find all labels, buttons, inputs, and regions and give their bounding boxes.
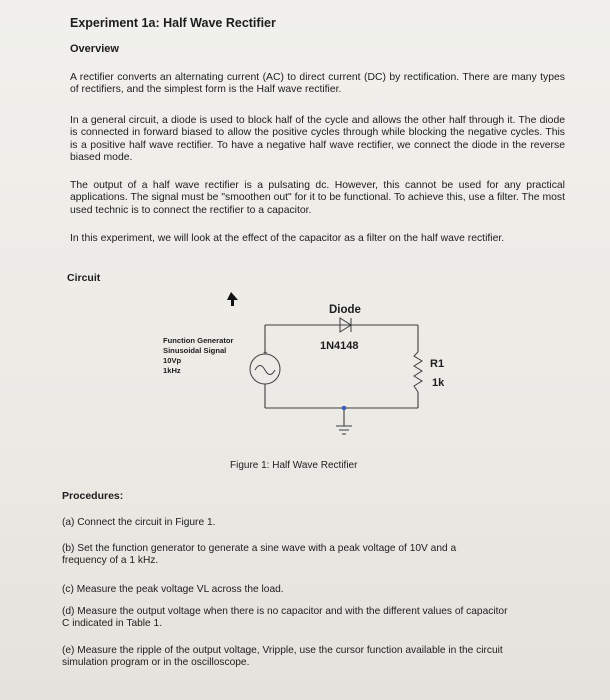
circuit-node [342, 406, 347, 411]
procedures-heading: Procedures: [62, 490, 124, 502]
generator-label-4: 1kHz [163, 366, 181, 375]
resistor-name-label: R1 [430, 358, 445, 370]
generator-label-1: Function Generator [163, 336, 234, 345]
paragraph-4: In this experiment, we will look at the effect of the capacitor as a filter on the half wave rectifier. [70, 233, 505, 244]
ground-symbol [336, 426, 352, 434]
generator-label-3: 10Vp [163, 356, 182, 365]
procedure-c: (c) Measure the peak voltage VL across the load. [62, 584, 284, 595]
document-title: Experiment 1a: Half Wave Rectifier [70, 16, 276, 30]
resistor-symbol [414, 352, 422, 392]
resistor-value-label: 1k [432, 377, 445, 389]
paragraph-3: The output of a half wave rectifier is a pulsating dc. However, this cannot be used for any practical applications. The signal must be "smoothen out" for it to be functional. To achieve this, use a filter. The most used technic is to connect the rectifier to a capacitor. [70, 180, 565, 216]
circuit-heading: Circuit [67, 272, 101, 284]
cursor-arrow-icon [227, 292, 238, 306]
paragraph-2: In a general circuit, a diode is used to block half of the cycle and allows the other half through it. The diode is connected in forward biased to allow the positive cycles through while blocking the negative cycles. This is a positive half wave rectifier. To have a negative half wave rectifier, we connect the diode in the reverse biased mode. [70, 115, 565, 164]
procedure-e: (e) Measure the ripple of the output voltage, Vripple, use the cursor function available in the circuit simulation program or in the oscilloscope. [62, 645, 503, 668]
ac-source-symbol [250, 348, 280, 384]
svg-text:+: + [263, 348, 268, 357]
figure-caption: Figure 1: Half Wave Rectifier [230, 460, 358, 471]
generator-label-2: Sinusoidal Signal [163, 346, 227, 355]
procedure-d: (d) Measure the output voltage when there is no capacitor and with the different values of capacitor C indicated in Table 1. [62, 606, 508, 629]
overview-heading: Overview [70, 43, 119, 55]
procedure-b: (b) Set the function generator to generate a sine wave with a peak voltage of 10V and a frequency of a 1 kHz. [62, 543, 457, 566]
paragraph-1: A rectifier converts an alternating current (AC) to direct current (DC) by rectification. There are many types of rectifiers, and the simplest form is the Half wave rectifier. [70, 72, 565, 96]
procedure-a: (a) Connect the circuit in Figure 1. [62, 517, 216, 528]
diode-label: Diode [329, 304, 361, 316]
diode-part-label: 1N4148 [320, 340, 359, 352]
